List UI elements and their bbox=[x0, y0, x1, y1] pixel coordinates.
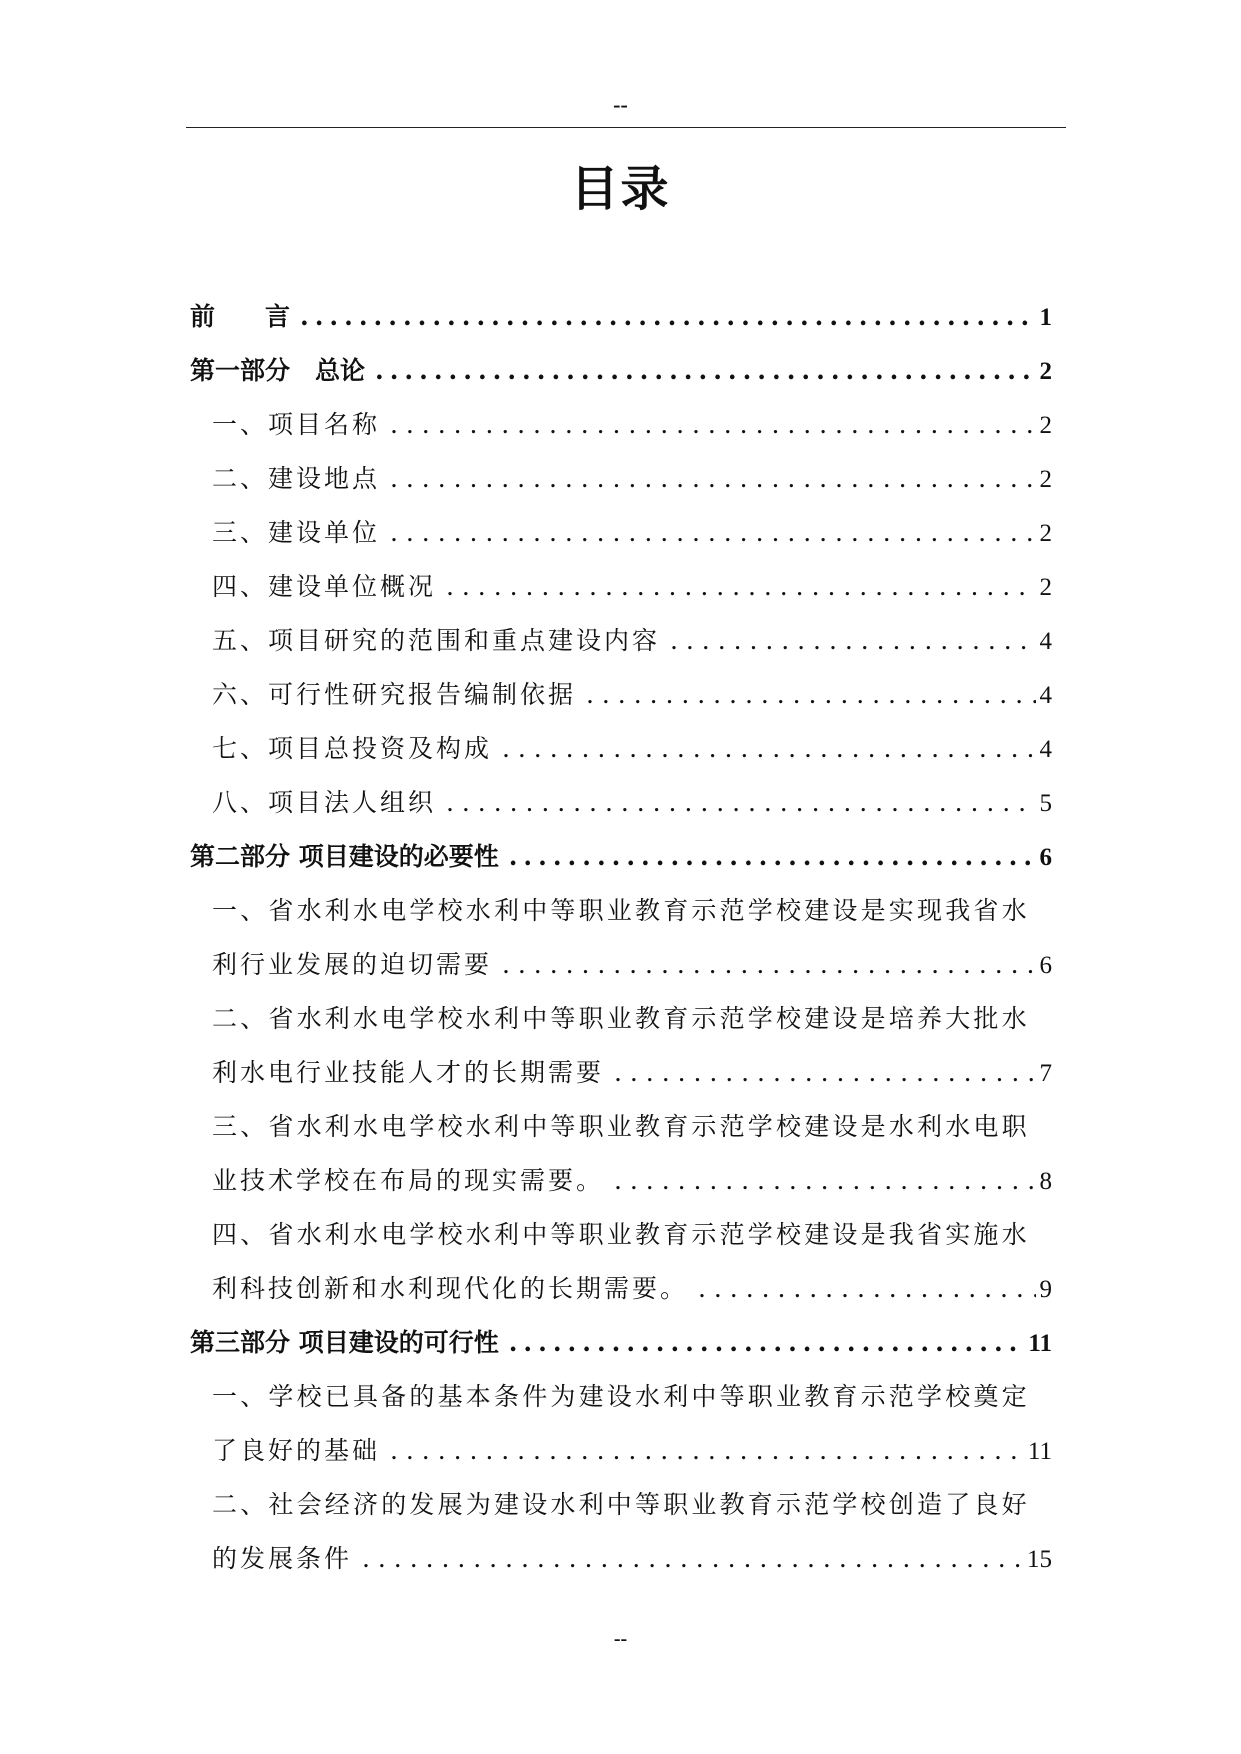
toc-entry-label: 一、项目名称 bbox=[212, 410, 381, 439]
toc-page-number: 2 bbox=[1039, 412, 1052, 439]
toc-section-entry[interactable] bbox=[190, 614, 1052, 668]
table-of-contents bbox=[190, 290, 1052, 1586]
toc-page-number: 2 bbox=[1039, 358, 1052, 385]
toc-section-entry[interactable] bbox=[190, 1262, 1052, 1316]
toc-entry-label: 利水电行业技能人才的长期需要 bbox=[212, 1058, 605, 1087]
dot-leader bbox=[362, 1532, 1023, 1586]
dot-leader bbox=[375, 344, 1035, 398]
toc-section-entry[interactable] bbox=[190, 938, 1052, 992]
header-divider bbox=[186, 127, 1066, 128]
toc-entry-label: 第二部分 项目建设的必要性 bbox=[190, 842, 499, 871]
toc-section-entry[interactable] bbox=[190, 1532, 1052, 1586]
toc-page-number: 11 bbox=[1027, 1438, 1052, 1465]
toc-entry-label: 了良好的基础 bbox=[212, 1436, 381, 1465]
dot-leader bbox=[614, 1046, 1035, 1100]
toc-entry-label: 二、建设地点 bbox=[212, 464, 381, 493]
dot-leader bbox=[698, 1262, 1035, 1316]
dot-leader bbox=[670, 614, 1035, 668]
toc-section-entry[interactable] bbox=[190, 1046, 1052, 1100]
toc-entry-label: 四、建设单位概况 bbox=[212, 572, 437, 601]
toc-page-number: 4 bbox=[1039, 628, 1052, 655]
toc-page-number: 6 bbox=[1039, 844, 1052, 871]
toc-page-number: 11 bbox=[1028, 1330, 1052, 1357]
toc-part-entry[interactable] bbox=[190, 830, 1052, 884]
dot-leader bbox=[502, 722, 1035, 776]
page-footer: -- bbox=[613, 1628, 628, 1650]
dot-leader bbox=[509, 830, 1036, 884]
toc-page-number: 4 bbox=[1039, 736, 1052, 763]
toc-section-entry[interactable] bbox=[190, 776, 1052, 830]
toc-entry-label: 第一部分 总论 bbox=[190, 356, 366, 385]
toc-entry-label: 一、学校已具备的基本条件为建设水利中等职业教育示范学校奠定 bbox=[212, 1382, 1030, 1411]
toc-entry-label: 三、省水利水电学校水利中等职业教育示范学校建设是水利水电职 bbox=[212, 1112, 1030, 1141]
toc-part-entry[interactable] bbox=[190, 344, 1052, 398]
toc-entry-label: 七、项目总投资及构成 bbox=[212, 734, 493, 763]
page-title: 目录 bbox=[570, 161, 671, 217]
toc-entry-label: 一、省水利水电学校水利中等职业教育示范学校建设是实现我省水 bbox=[212, 896, 1030, 925]
toc-section-entry[interactable] bbox=[190, 398, 1052, 452]
toc-section-entry[interactable] bbox=[190, 560, 1052, 614]
toc-entry-label: 利科技创新和水利现代化的长期需要。 bbox=[212, 1274, 689, 1303]
toc-part-entry[interactable] bbox=[190, 1316, 1052, 1370]
dot-leader bbox=[300, 290, 1035, 344]
toc-entry-label: 利行业发展的迫切需要 bbox=[212, 950, 493, 979]
toc-entry-label: 前 言 bbox=[190, 302, 291, 331]
page-header: -- bbox=[613, 92, 628, 117]
toc-page-number: 8 bbox=[1039, 1168, 1052, 1195]
toc-section-entry[interactable] bbox=[190, 1478, 1052, 1532]
toc-page-number: 2 bbox=[1039, 466, 1052, 493]
toc-page-number: 1 bbox=[1039, 304, 1052, 331]
toc-page-number: 2 bbox=[1039, 574, 1052, 601]
toc-entry-label: 六、可行性研究报告编制依据 bbox=[212, 680, 577, 709]
toc-section-entry[interactable] bbox=[190, 1424, 1052, 1478]
toc-section-entry[interactable] bbox=[190, 722, 1052, 776]
dot-leader bbox=[509, 1316, 1025, 1370]
toc-page-number: 5 bbox=[1039, 790, 1052, 817]
toc-section-entry[interactable] bbox=[190, 884, 1052, 938]
dot-leader bbox=[614, 1154, 1035, 1208]
toc-page-number: 15 bbox=[1027, 1546, 1052, 1573]
toc-section-entry[interactable] bbox=[190, 452, 1052, 506]
dot-leader bbox=[390, 452, 1035, 506]
toc-entry-label: 第三部分 项目建设的可行性 bbox=[190, 1328, 499, 1357]
toc-page-number: 4 bbox=[1039, 682, 1052, 709]
toc-section-entry[interactable] bbox=[190, 1370, 1052, 1424]
toc-section-entry[interactable] bbox=[190, 1208, 1052, 1262]
toc-entry-label: 八、项目法人组织 bbox=[212, 788, 437, 817]
toc-section-entry[interactable] bbox=[190, 668, 1052, 722]
toc-part-entry[interactable] bbox=[190, 290, 1052, 344]
toc-section-entry[interactable] bbox=[190, 1154, 1052, 1208]
dot-leader bbox=[390, 1424, 1024, 1478]
toc-page-number: 7 bbox=[1039, 1060, 1052, 1087]
toc-entry-label: 二、省水利水电学校水利中等职业教育示范学校建设是培养大批水 bbox=[212, 1004, 1030, 1033]
dot-leader bbox=[390, 506, 1035, 560]
toc-section-entry[interactable] bbox=[190, 992, 1052, 1046]
toc-section-entry[interactable] bbox=[190, 506, 1052, 560]
toc-entry-label: 业技术学校在布局的现实需要。 bbox=[212, 1166, 605, 1195]
toc-entry-label: 的发展条件 bbox=[212, 1544, 353, 1573]
dot-leader bbox=[446, 560, 1035, 614]
dot-leader bbox=[390, 398, 1035, 452]
toc-entry-label: 五、项目研究的范围和重点建设内容 bbox=[212, 626, 661, 655]
toc-entry-label: 三、建设单位 bbox=[212, 518, 381, 547]
toc-page-number: 6 bbox=[1039, 952, 1052, 979]
dot-leader bbox=[586, 668, 1035, 722]
toc-entry-label: 二、社会经济的发展为建设水利中等职业教育示范学校创造了良好 bbox=[212, 1490, 1030, 1519]
toc-page-number: 2 bbox=[1039, 520, 1052, 547]
dot-leader bbox=[446, 776, 1035, 830]
toc-entry-label: 四、省水利水电学校水利中等职业教育示范学校建设是我省实施水 bbox=[212, 1220, 1030, 1249]
toc-section-entry[interactable] bbox=[190, 1100, 1052, 1154]
dot-leader bbox=[502, 938, 1035, 992]
toc-page-number: 9 bbox=[1039, 1276, 1052, 1303]
